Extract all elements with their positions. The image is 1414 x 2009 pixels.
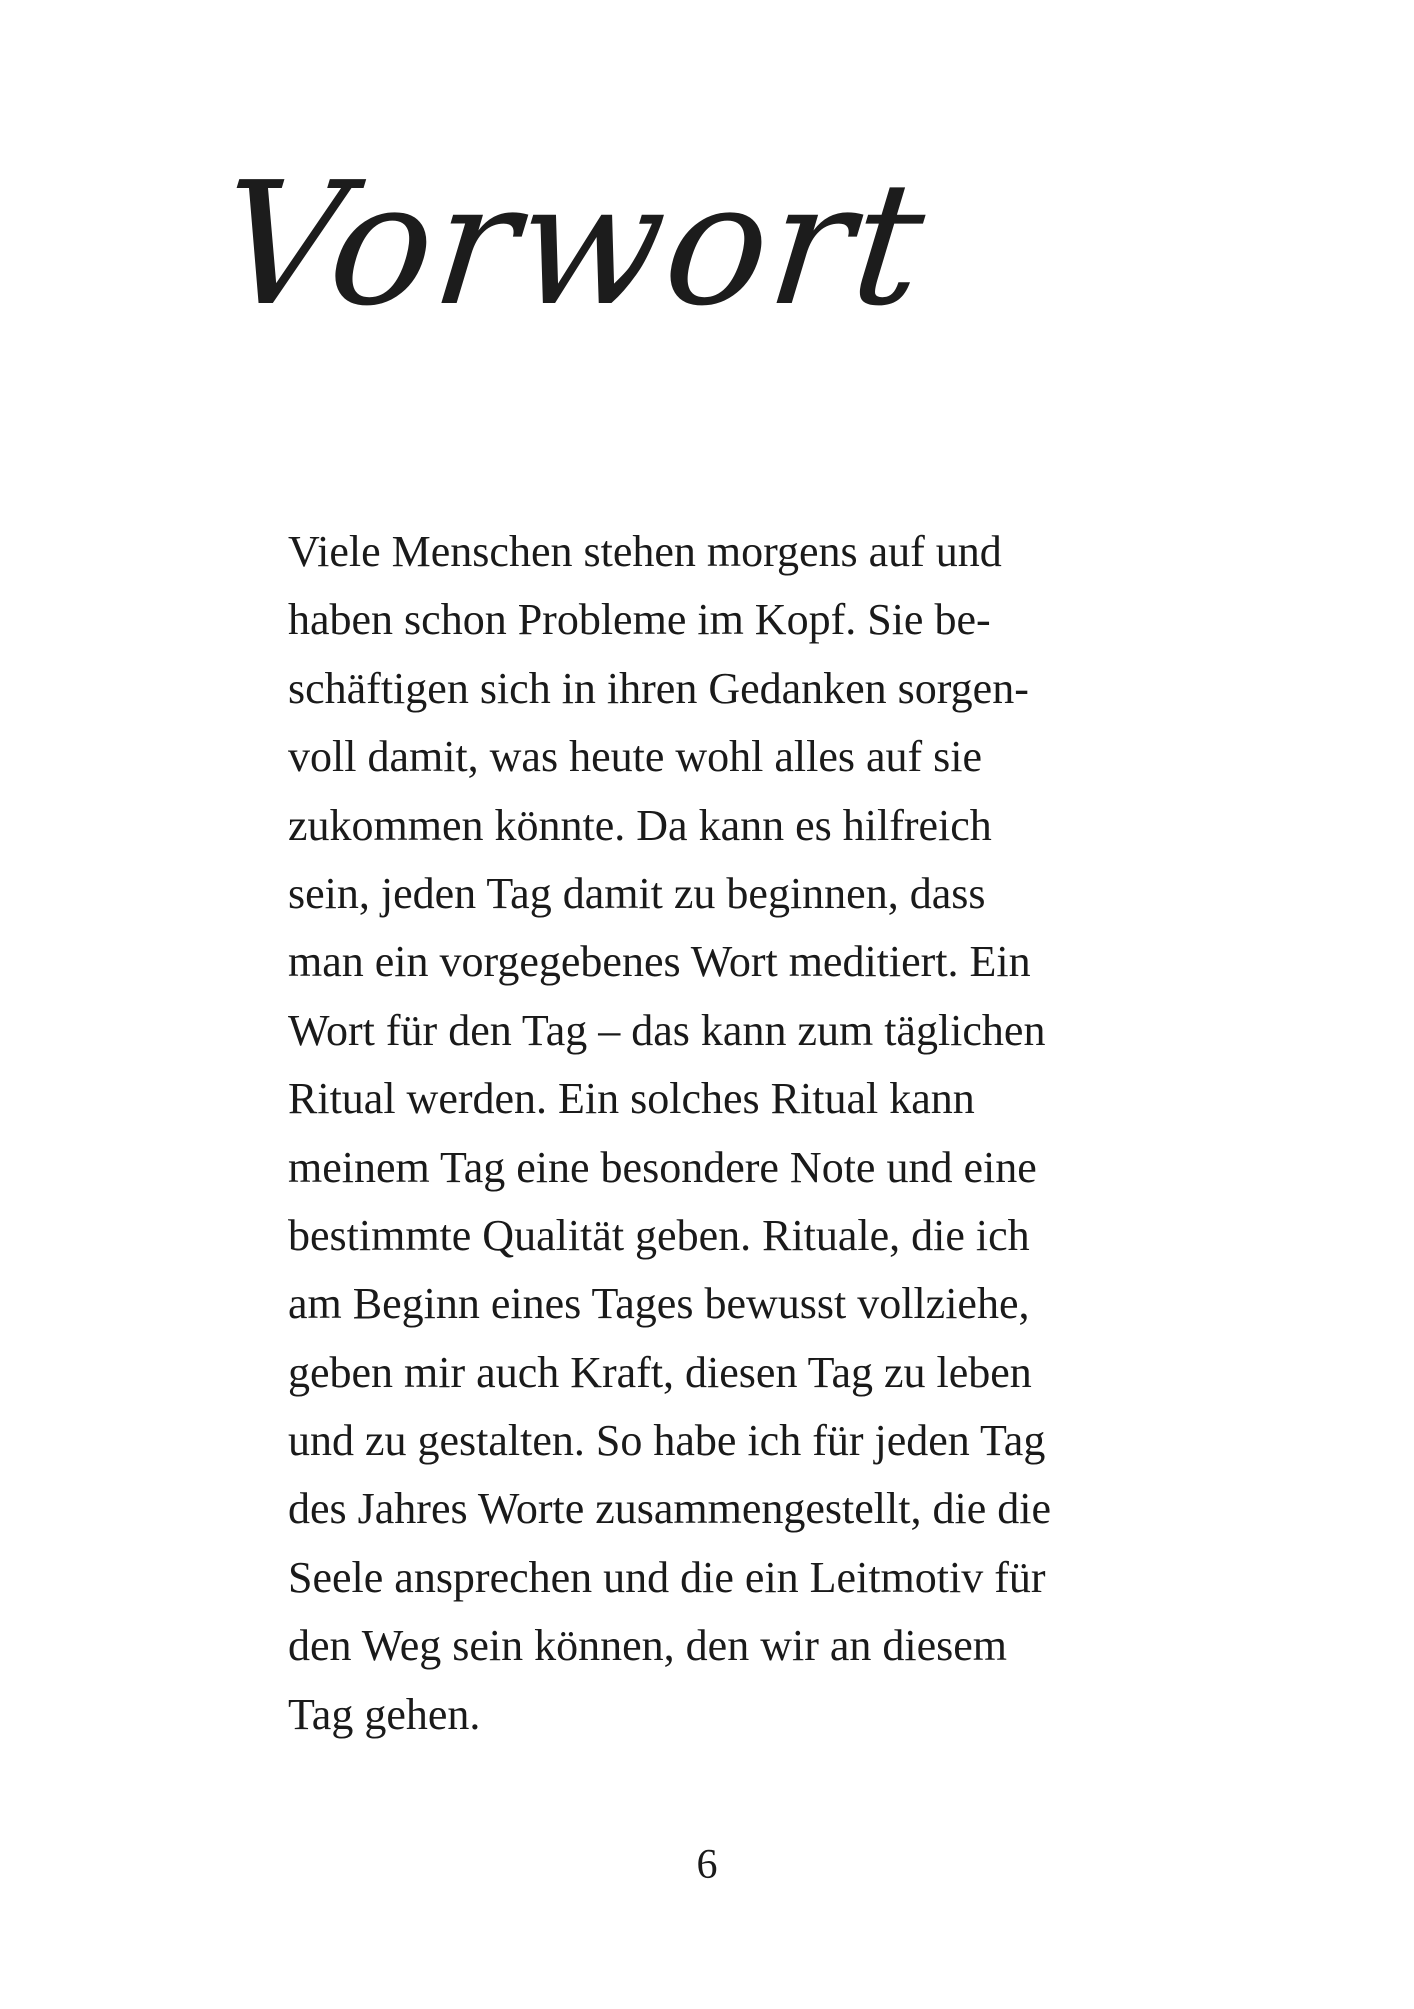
- paragraph-line: Tag gehen.: [288, 1689, 481, 1739]
- paragraph-line: bestimmte Qualität geben. Rituale, die ich: [288, 1210, 1030, 1260]
- paragraph-line: schäftigen sich in ihren Gedanken sorgen-: [288, 663, 1029, 713]
- paragraph-line: geben mir auch Kraft, diesen Tag zu leben: [288, 1347, 1032, 1397]
- paragraph-line: Wort für den Tag – das kann zum täglichen: [288, 1005, 1046, 1055]
- paragraph-line: voll damit, was heute wohl alles auf sie: [288, 732, 983, 782]
- paragraph-line: den Weg sein können, den wir an diesem: [288, 1621, 1008, 1671]
- page-title: Vorwort: [211, 146, 935, 344]
- paragraph-line: meinem Tag eine besondere Note und eine: [288, 1142, 1037, 1192]
- paragraph-line: Ritual werden. Ein solches Ritual kann: [288, 1074, 975, 1124]
- page-number: 6: [696, 1842, 718, 1888]
- paragraph-line: man ein vorgegebenes Wort meditiert. Ein: [288, 937, 1031, 987]
- paragraph-line: zukommen könnte. Da kann es hilfreich: [288, 800, 992, 850]
- paragraph-line: Seele ansprechen und die ein Leitmotiv für: [288, 1552, 1046, 1602]
- paragraph-line: am Beginn eines Tages bewusst vollziehe,: [288, 1279, 1030, 1329]
- paragraph-line: sein, jeden Tag damit zu beginnen, dass: [288, 868, 986, 918]
- foreword-paragraph: [288, 518, 1188, 1749]
- paragraph-line: des Jahres Worte zusammengestellt, die die: [288, 1484, 1051, 1534]
- paragraph-line: und zu gestalten. So habe ich für jeden Tag: [288, 1416, 1046, 1466]
- paragraph-line: Viele Menschen stehen morgens auf und: [288, 527, 1002, 576]
- paragraph-line: haben schon Probleme im Kopf. Sie be-: [288, 595, 991, 645]
